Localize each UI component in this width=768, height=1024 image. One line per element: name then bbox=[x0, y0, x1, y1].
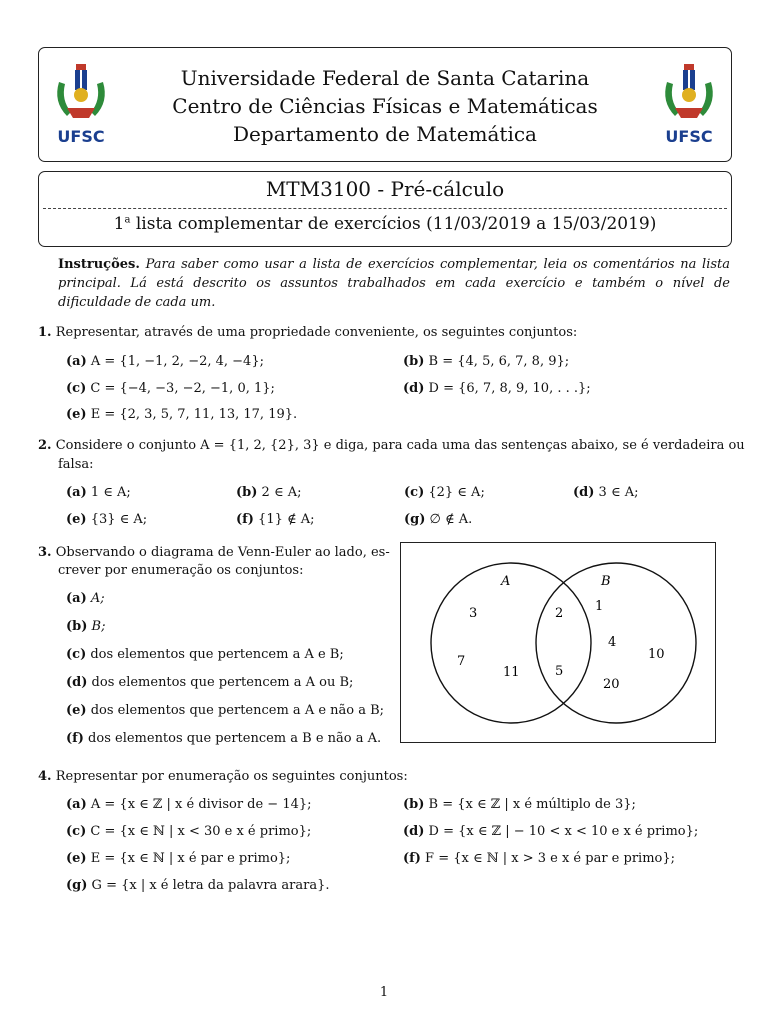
list-item: (e) E = {x ∈ ℕ | x é par e primo}; bbox=[66, 851, 291, 866]
question-number: 2. bbox=[38, 438, 52, 453]
course-header bbox=[38, 171, 732, 247]
svg-text:UFSC: UFSC bbox=[665, 127, 713, 146]
list-item: (e) E = {2, 3, 5, 7, 11, 13, 17, 19}. bbox=[66, 407, 298, 422]
venn-element: 3 bbox=[469, 606, 478, 621]
list-item: (f) dos elementos que pertencem a B e não a A. bbox=[66, 731, 382, 746]
list-item: (a) A = {1, −1, 2, −2, 4, −4}; bbox=[66, 354, 264, 369]
venn-element: 10 bbox=[648, 647, 665, 662]
instructions-label: Instruções. bbox=[58, 257, 140, 272]
venn-element: 11 bbox=[503, 665, 520, 680]
list-ordinal: 1 bbox=[113, 214, 125, 234]
instructions bbox=[58, 255, 730, 312]
question-1 bbox=[38, 323, 577, 342]
list-item: (e) dos elementos que pertencem a A e não a B; bbox=[66, 703, 385, 718]
question-text-cont: crever por enumeração os conjuntos: bbox=[58, 563, 304, 578]
list-item: (f) {1} ∉ A; bbox=[236, 512, 315, 527]
question-text: Representar, através de uma propriedade conveniente, os seguintes conjuntos: bbox=[55, 325, 578, 340]
question-number: 3. bbox=[38, 545, 52, 560]
question-number: 1. bbox=[38, 325, 52, 340]
list-item: (a) A; bbox=[66, 591, 105, 606]
list-item: (a) A = {x ∈ ℤ | x é divisor de − 14}; bbox=[66, 797, 312, 812]
question-text: Observando o diagrama de Venn-Euler ao lado, es- bbox=[55, 545, 390, 560]
instructions-text: Para saber como usar a lista de exercícios complementar, leia os comentários na lista principal. Lá está descrito os assuntos trabalhados em cada exercício e também o nível de dificuldade de cada um. bbox=[58, 257, 730, 310]
set-b-label: B bbox=[601, 574, 611, 589]
list-item: (e) {3} ∈ A; bbox=[66, 512, 148, 527]
set-a-label: A bbox=[501, 574, 511, 589]
list-item: (c) dos elementos que pertencem a A e B; bbox=[66, 647, 344, 662]
list-item: (c) C = {−4, −3, −2, −1, 0, 1}; bbox=[66, 381, 275, 396]
list-subtitle bbox=[39, 214, 731, 234]
list-item: (b) B = {x ∈ ℤ | x é múltiplo de 3}; bbox=[403, 797, 636, 812]
venn-diagram bbox=[400, 542, 716, 743]
venn-element: 1 bbox=[595, 599, 604, 614]
list-item: (g) G = {x | x é letra da palavra arara}. bbox=[66, 878, 330, 893]
list-item: (b) 2 ∈ A; bbox=[236, 485, 302, 500]
center-name: Centro de Ciências Físicas e Matemáticas bbox=[172, 94, 598, 118]
page-number: 1 bbox=[379, 985, 389, 1000]
svg-text:UFSC: UFSC bbox=[57, 127, 105, 146]
university-name: Universidade Federal de Santa Catarina bbox=[180, 66, 590, 90]
list-item: (g) ∅ ∉ A. bbox=[404, 512, 473, 527]
dashed-divider bbox=[43, 208, 727, 209]
list-item: (d) D = {6, 7, 8, 9, 10, . . .}; bbox=[403, 381, 591, 396]
list-item: (f) F = {x ∈ ℕ | x > 3 e x é par e primo}; bbox=[403, 851, 675, 866]
list-item: (d) dos elementos que pertencem a A ou B; bbox=[66, 675, 354, 690]
question-text: Considere o conjunto A = {1, 2, {2}, 3} e diga, para cada uma das sentenças abaixo, se é verdadeira ou bbox=[55, 438, 745, 453]
list-item: (a) 1 ∈ A; bbox=[66, 485, 131, 500]
question-text: Representar por enumeração os seguintes conjuntos: bbox=[55, 769, 408, 784]
department-name: Departamento de Matemática bbox=[233, 122, 537, 146]
question-number: 4. bbox=[38, 769, 52, 784]
university-header bbox=[38, 47, 732, 162]
ufsc-logo-icon bbox=[657, 62, 721, 148]
list-item: (b) B = {4, 5, 6, 7, 8, 9}; bbox=[403, 354, 570, 369]
question-text-cont: falsa: bbox=[58, 457, 94, 472]
list-subtitle-text: lista complementar de exercícios (11/03/2019 a 15/03/2019) bbox=[130, 214, 657, 234]
list-item: (c) {2} ∈ A; bbox=[404, 485, 485, 500]
list-item: (b) B; bbox=[66, 619, 106, 634]
venn-element: 4 bbox=[608, 635, 617, 650]
venn-element: 2 bbox=[555, 606, 564, 621]
list-item: (d) 3 ∈ A; bbox=[573, 485, 639, 500]
course-title: MTM3100 - Pré-cálculo bbox=[265, 177, 505, 201]
set-a-circle bbox=[431, 563, 591, 723]
question-3 bbox=[38, 543, 390, 562]
question-4 bbox=[38, 767, 408, 786]
question-2 bbox=[38, 436, 745, 455]
venn-element: 5 bbox=[555, 664, 564, 679]
list-item: (d) D = {x ∈ ℤ | − 10 < x < 10 e x é primo}; bbox=[403, 824, 699, 839]
list-ordinal-sup: a bbox=[124, 214, 131, 226]
venn-element: 20 bbox=[603, 677, 620, 692]
venn-element: 7 bbox=[457, 654, 466, 669]
list-item: (c) C = {x ∈ ℕ | x < 30 e x é primo}; bbox=[66, 824, 312, 839]
